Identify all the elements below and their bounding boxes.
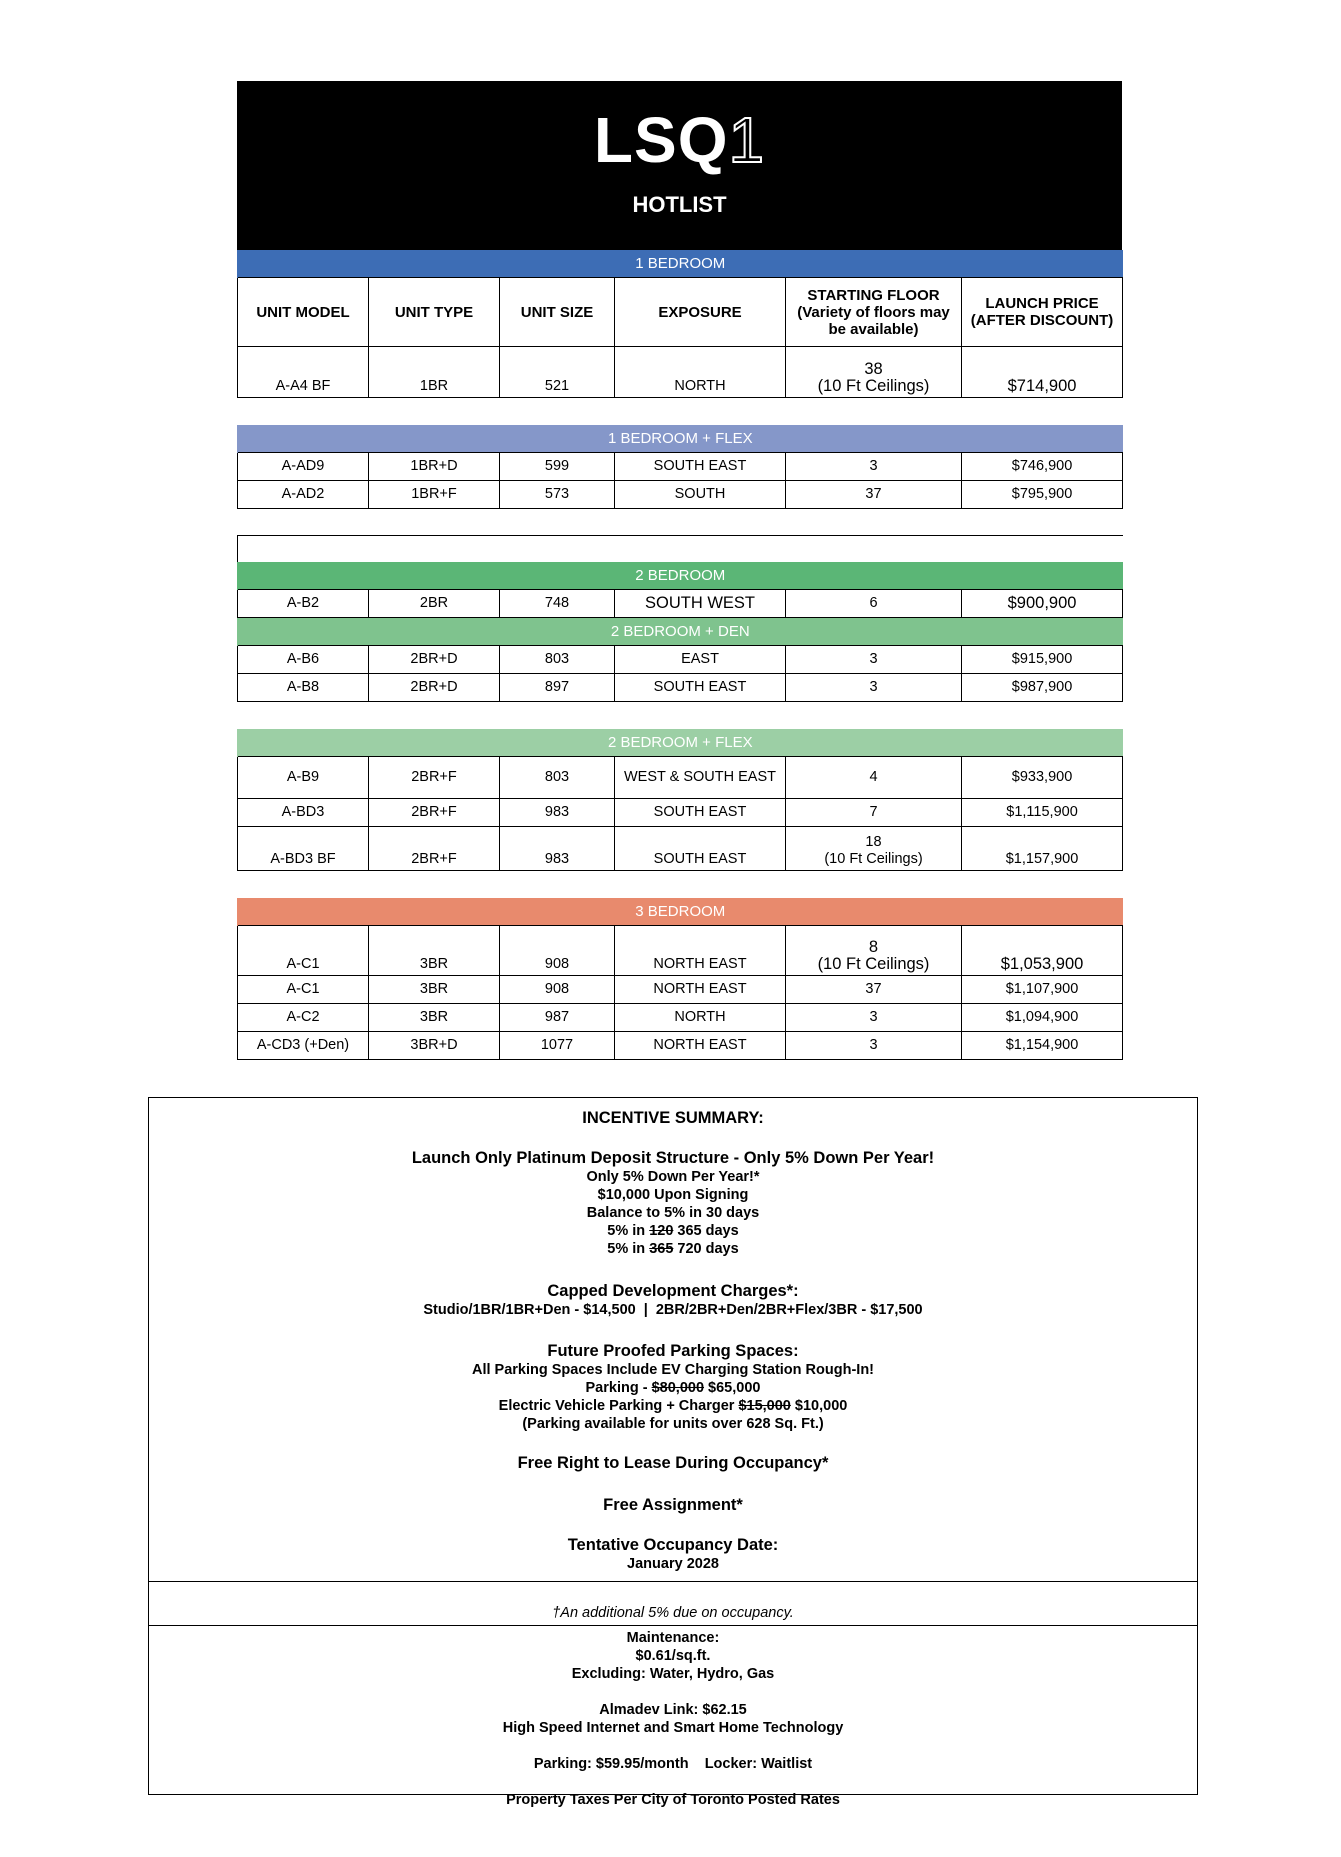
header-banner [237,81,1122,250]
unit-type: 2BR+F [369,757,500,799]
unit-size: 1077 [500,1032,615,1060]
unit-size: 521 [500,347,615,398]
unit-size: 573 [500,481,615,509]
parking-new-price: $65,000 [704,1380,761,1396]
parking-line: (Parking available for units over 628 Sq. Ft.) [522,1416,824,1432]
spacer [238,398,1123,426]
exposure: EAST [615,646,786,674]
exposure: WEST & SOUTH EAST [615,757,786,799]
section-header [238,562,1123,590]
unit-type: 1BR+D [369,453,500,481]
starting-floor: 38 (10 Ft Ceilings) [786,347,962,398]
occupancy-heading: Tentative Occupancy Date: [567,1536,779,1554]
deposit-line: Only 5% Down Per Year!* [586,1169,760,1185]
exposure: NORTH EAST [615,976,786,1004]
ev-new-price: $10,000 [790,1398,848,1414]
starting-floor: 3 [786,646,962,674]
exposure: SOUTH WEST [615,590,786,618]
column-header: STARTING FLOOR (Variety of floors may be available) [786,278,962,347]
launch-price: $1,094,900 [962,1004,1123,1032]
unit-model: A-B8 [238,674,369,702]
parking-text: Parking - [585,1380,652,1396]
deposit-line: Balance to 5% in 30 days [586,1205,760,1221]
parking-text: Electric Vehicle Parking + Charger [498,1398,739,1414]
unit-model: A-B9 [238,757,369,799]
unit-model: A-BD3 BF [238,827,369,871]
unit-type: 2BR [369,590,500,618]
incentive-summary [148,1097,1198,1808]
unit-type: 2BR+D [369,646,500,674]
unit-size: 803 [500,646,615,674]
launch-price: $915,900 [962,646,1123,674]
starting-floor: 18 (10 Ft Ceilings) [786,827,962,871]
unit-type: 1BR+F [369,481,500,509]
unit-model: A-B6 [238,646,369,674]
section-header [238,898,1123,926]
page-title: HOTLIST [632,192,727,217]
spacer-row [238,871,1123,899]
spacer-row [238,702,1123,730]
units-table [237,250,1123,1060]
unit-model: A-BD3 [238,799,369,827]
exposure: SOUTH EAST [615,674,786,702]
deposit-new: 365 days [673,1223,739,1239]
table-row [238,1032,1123,1060]
launch-price: $1,154,900 [962,1032,1123,1060]
logo-text: LSQ [593,104,729,176]
starting-floor: 4 [786,757,962,799]
unit-type: 2BR+D [369,674,500,702]
section-title: 2 BEDROOM + FLEX [238,729,1123,757]
unit-type: 2BR+F [369,799,500,827]
spacer-row [238,536,1123,563]
property-taxes: Property Taxes Per City of Toronto Posted Rates [506,1792,840,1808]
launch-price: $1,107,900 [962,976,1123,1004]
launch-price: $987,900 [962,674,1123,702]
column-header: UNIT TYPE [369,278,500,347]
section-header [238,618,1123,646]
starting-floor: 8 (10 Ft Ceilings) [786,926,962,976]
exposure: SOUTH EAST [615,799,786,827]
starting-floor: 6 [786,590,962,618]
exposure: SOUTH [615,481,786,509]
section-title: 3 BEDROOM [238,898,1123,926]
unit-size: 803 [500,757,615,799]
almadev-description: High Speed Internet and Smart Home Technology [502,1720,844,1736]
unit-model: A-B2 [238,590,369,618]
launch-price: $1,115,900 [962,799,1123,827]
starting-floor: 3 [786,453,962,481]
unit-model: A-CD3 (+Den) [238,1032,369,1060]
unit-type: 3BR+D [369,1032,500,1060]
unit-size: 908 [500,976,615,1004]
unit-type: 3BR [369,976,500,1004]
section-header [238,729,1123,757]
exposure: NORTH [615,347,786,398]
deposit-line [149,1222,1197,1240]
section-header [238,425,1123,453]
deposit-old: 120 [649,1223,674,1239]
parking-line: All Parking Spaces Include EV Charging Station Rough-In! [471,1362,874,1378]
table-row [238,453,1123,481]
table-row [238,674,1123,702]
column-header: EXPOSURE [615,278,786,347]
section-title: 1 BEDROOM + FLEX [238,425,1123,453]
table-row [238,590,1123,618]
deposit-old: 365 [649,1241,674,1257]
lease-text: Free Right to Lease During Occupancy* [517,1454,829,1472]
column-header: UNIT MODEL [238,278,369,347]
starting-floor: 7 [786,799,962,827]
starting-floor: 3 [786,674,962,702]
starting-floor: 3 [786,1032,962,1060]
launch-price: $1,053,900 [962,926,1123,976]
unit-size: 983 [500,827,615,871]
unit-size: 983 [500,799,615,827]
assignment-text: Free Assignment* [603,1496,743,1514]
exposure: NORTH [615,1004,786,1032]
starting-floor: 3 [786,1004,962,1032]
column-header: UNIT SIZE [500,278,615,347]
launch-price: $933,900 [962,757,1123,799]
hotlist-sheet [237,81,1122,1060]
deposit-text: 5% in [607,1223,650,1239]
section-title: 2 BEDROOM + DEN [238,618,1123,646]
deposit-heading: Launch Only Platinum Deposit Structure - Only 5% Down Per Year! [411,1149,935,1167]
dc-line: Studio/1BR/1BR+Den - $14,500 | 2BR/2BR+Den/2BR+Flex/3BR - $17,500 [423,1302,923,1318]
occupancy-note: †An additional 5% due on occupancy. [552,1605,794,1621]
table-row [238,799,1123,827]
starting-floor: 37 [786,481,962,509]
table-row [238,926,1123,976]
deposit-new: 720 days [673,1241,739,1257]
unit-size: 599 [500,453,615,481]
spacer [238,702,1123,730]
table-row [238,1004,1123,1032]
exposure: SOUTH EAST [615,453,786,481]
parking-locker-fees: Parking: $59.95/month Locker: Waitlist [533,1756,813,1772]
logo-outline-numeral: 1 [728,104,766,176]
section-title: 2 BEDROOM [238,562,1123,590]
launch-price: $900,900 [962,590,1123,618]
maintenance-rate: $0.61/sq.ft. [635,1648,711,1664]
maintenance-exclusions: Excluding: Water, Hydro, Gas [571,1666,775,1682]
unit-size: 748 [500,590,615,618]
parking-line [149,1397,1197,1415]
table-row [238,347,1123,398]
parking-heading: Future Proofed Parking Spaces: [547,1342,799,1360]
column-header: LAUNCH PRICE (AFTER DISCOUNT) [962,278,1123,347]
ev-old-price: $15,000 [738,1398,791,1414]
incentive-title: INCENTIVE SUMMARY: [582,1109,764,1127]
unit-model: A-C1 [238,926,369,976]
table-row [238,827,1123,871]
unit-type: 2BR+F [369,827,500,871]
lsq1-logo [237,103,1122,177]
column-header-row [238,278,1123,347]
launch-price: $795,900 [962,481,1123,509]
section-header [238,250,1123,278]
spacer [238,871,1123,899]
unit-type: 3BR [369,926,500,976]
launch-price: $714,900 [962,347,1123,398]
table-row [238,646,1123,674]
launch-price: $1,157,900 [962,827,1123,871]
dc-heading: Capped Development Charges*: [547,1282,799,1300]
table-row [238,976,1123,1004]
spacer [238,509,1123,536]
unit-model: A-A4 BF [238,347,369,398]
table-row [238,481,1123,509]
unit-size: 897 [500,674,615,702]
exposure: SOUTH EAST [615,827,786,871]
maintenance-heading: Maintenance: [626,1630,720,1646]
occupancy-date: January 2028 [627,1556,719,1572]
unit-type: 3BR [369,1004,500,1032]
unit-model: A-C2 [238,1004,369,1032]
table-row [238,757,1123,799]
unit-type: 1BR [369,347,500,398]
spacer-row [238,509,1123,536]
almadev-fee: Almadev Link: $62.15 [599,1702,747,1718]
deposit-line [149,1240,1197,1258]
unit-model: A-AD2 [238,481,369,509]
section-title: 1 BEDROOM [238,250,1123,278]
unit-size: 987 [500,1004,615,1032]
unit-model: A-C1 [238,976,369,1004]
unit-size: 908 [500,926,615,976]
parking-old-price: $80,000 [651,1380,705,1396]
starting-floor: 37 [786,976,962,1004]
launch-price: $746,900 [962,453,1123,481]
unit-model: A-AD9 [238,453,369,481]
deposit-line: $10,000 Upon Signing [597,1187,749,1203]
spacer-row [238,398,1123,426]
parking-line [149,1379,1197,1397]
exposure: NORTH EAST [615,926,786,976]
empty-row [238,536,1123,563]
deposit-text: 5% in [607,1241,650,1257]
exposure: NORTH EAST [615,1032,786,1060]
